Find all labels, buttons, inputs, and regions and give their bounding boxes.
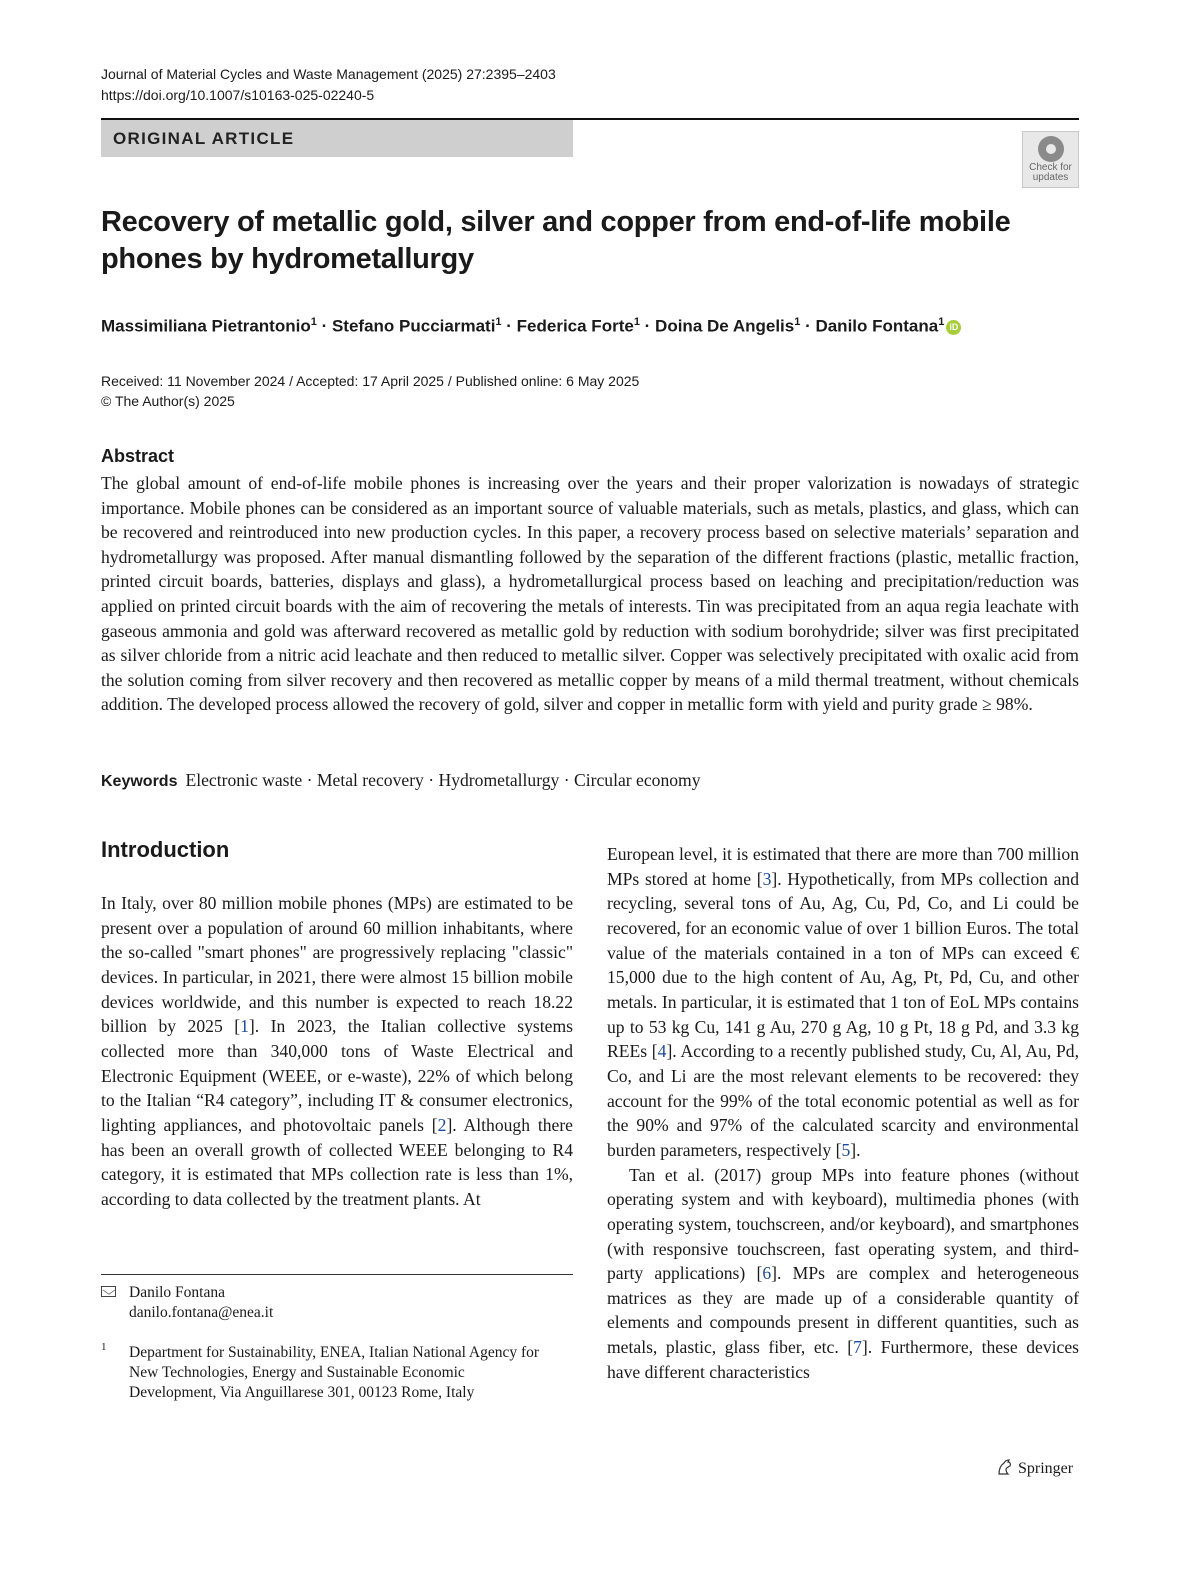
citation-link[interactable]: 3	[762, 868, 772, 889]
article-type-banner: ORIGINAL ARTICLE	[101, 120, 573, 157]
paragraph: European level, it is estimated that there are more than 700 million MPs stored at home [3]. Hypothetically, from MPs collection and recycling, several tons of Au, Ag, Cu, Pd, Co, and Li could be recovered, for an economic value of over 1 billion Euros. The total value of the materials contained in a ton of MPs can exceed € 15,000 due to the high content of Au, Ag, Pt, Pd, Cu, and other metals. In particular, it is estimated that 1 ton of EoL MPs contains up to 53 kg Cu, 141 g Au, 270 g Ag, 10 g Pt, 18 g Pd, and 3.3 kg REEs [4]. According to a recently published study, Cu, Al, Au, Pd, Co, and Li are the most relevant elements to be recovered: they account for the 99% of the total economic potential as well as for the 90% and 97% of the calculated scarcity and environmental burden parameters, respectively [5].	[607, 844, 1080, 1160]
author-affiliation-mark: 1	[794, 316, 801, 328]
author-list: Massimiliana Pietrantonio$^1$ · Stefano Pucciarmati$^1$ · Federica Forte$^1$ · Doina De Angelis$^1$ · Danilo Fontana$^1$ iD	[101, 310, 1101, 339]
keywords	[101, 768, 1079, 794]
author-affiliation-mark: 1	[310, 316, 317, 328]
author-name[interactable]: Stefano Pucciarmati	[331, 316, 496, 336]
paragraph: In Italy, over 80 million mobile phones (MPs) are estimated to be present over a population of around 60 million inhabitants, where the so-called "smart phones" are progressively replacing "classic" devices. In particular, in 2021, there were almost 15 billion mobile devices worldwide, and this number is expected to reach 18.22 billion by 2025 [1]. In 2023, the Italian collective systems collected more than 340,000 tons of Waste Electrical and Electronic Equipment (WEEE, or e-waste), 22% of which belong to the Italian “R4 category”, including IT & consumer electronics, lighting appliances, and photovoltaic panels [2]. Although there has been an overall growth of collected WEEE belonging to R4 category, it is estimated that MPs collection rate is less than 1%, according to data collected by the treatment plants. At	[101, 893, 573, 1209]
citation-link[interactable]: 2	[437, 1114, 447, 1135]
citation-link[interactable]: 4	[657, 1041, 667, 1062]
citation-link[interactable]: 5	[841, 1139, 851, 1160]
keywords-list: Electronic waste · Metal recovery · Hydrometallurgy · Circular economy	[185, 770, 701, 790]
affiliation-number: 1	[101, 1341, 107, 1353]
envelope-icon	[101, 1286, 116, 1297]
publisher-name: Springer	[1018, 1460, 1074, 1477]
orcid-icon[interactable]: iD	[946, 320, 961, 335]
contact-name: Danilo Fontana	[129, 1284, 225, 1301]
abstract-heading: Abstract	[101, 446, 175, 466]
article-title: Recovery of metallic gold, silver and copper from end-of-life mobile phones by hydrometallurgy	[101, 206, 1011, 275]
author-name[interactable]: Doina De Angelis	[655, 316, 795, 336]
citation-link[interactable]: 7	[853, 1337, 862, 1358]
copyright: © The Author(s) 2025	[101, 393, 235, 409]
author-affiliation-mark: 1	[938, 316, 945, 328]
author-affiliation-mark: 1	[633, 316, 640, 328]
author-name[interactable]: Danilo Fontana	[815, 316, 939, 336]
citation-link[interactable]: 1	[240, 1016, 249, 1037]
author-name[interactable]: Federica Forte	[516, 316, 634, 336]
author-affiliation-mark: 1	[495, 316, 502, 328]
check-for-updates-label: Check for updates	[1029, 162, 1072, 183]
introduction-heading: Introduction	[101, 837, 230, 862]
doi-link[interactable]: https://doi.org/10.1007/s10163-025-02240-5	[101, 87, 375, 103]
publisher-logo	[996, 1458, 1073, 1483]
check-for-updates-badge[interactable]	[1022, 131, 1079, 188]
history-dates: Received: 11 November 2024 / Accepted: 17 April 2025 / Published online: 6 May 2025	[101, 373, 640, 389]
abstract-text: The global amount of end-of-life mobile phones is increasing over the years and their proper valorization is nowadays of strategic importance. Mobile phones can be considered as an important source of valuable materials, such as metals, plastics, and glass, which can be recovered and reintroduced into new production cycles. In this paper, a recovery process based on selective materials’ separation and hydrometallurgy was proposed. After manual dismantling followed by the separation of the different fractions (plastic, metallic fraction, printed circuit boards, batteries, displays and glass), a hydrometallurgical process based on leaching and precipitation/reduction was applied on printed circuit boards with the aim of recovering the metals of interests. Tin was precipitated from an aqua regia leachate with gaseous ammonia and gold was afterward recovered as metallic gold by reduction with sodium borohydride; silver was first precipitated as silver chloride from a nitric acid leachate and then reduced to metallic silver. Copper was selectively precipitated with oxalic acid from the solution coming from silver recovery and then recovered as metallic copper by means of a mild thermal treatment, without chemicals addition. The developed process allowed the recovery of gold, silver and copper in metallic form with yield and purity grade ≥ 98%.	[101, 473, 1079, 715]
journal-citation: Journal of Material Cycles and Waste Management (2025) 27:2395–2403	[101, 66, 556, 82]
springer-horse-icon	[996, 1458, 1014, 1483]
keywords-label: Keywords	[101, 773, 178, 790]
publication-dates	[101, 371, 639, 411]
check-for-updates-icon	[1038, 136, 1064, 162]
contact-email[interactable]: danilo.fontana@enea.it	[129, 1304, 274, 1321]
footnote-rule	[101, 1274, 573, 1275]
corresponding-author	[129, 1283, 273, 1323]
journal-info	[101, 64, 556, 106]
body-column-right	[607, 842, 1079, 1384]
paragraph: Tan et al. (2017) group MPs into feature phones (without operating system and with keyboard), multimedia phones (with operating system, touchscreen, and/or keyboard), and smartphones (with responsive touchscreen, fast operating system, and third-party applications) [6]. MPs are complex and heterogeneous matrices as they are made up of a considerable quantity of elements and compounds present in different quantities, such as metals, plastic, glass fiber, etc. [7]. Furthermore, these devices have different characteristics	[607, 1164, 1079, 1382]
affiliation-text: Department for Sustainability, ENEA, Italian National Agency for New Technologies, Energy and Sustainable Economic Development, Via Anguillarese 301, 00123 Rome, Italy	[129, 1344, 540, 1401]
citation-link[interactable]: 6	[762, 1263, 772, 1284]
body-column-left	[101, 891, 573, 1212]
author-name[interactable]: Massimiliana Pietrantonio	[101, 316, 311, 336]
